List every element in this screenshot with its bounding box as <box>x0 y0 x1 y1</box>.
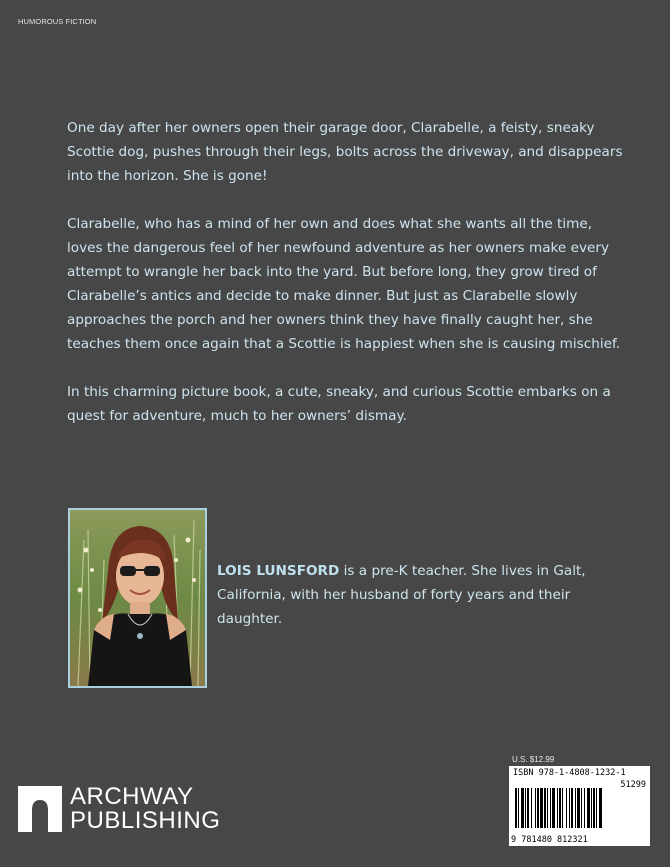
publisher-line-1: ARCHWAY <box>70 783 194 810</box>
isbn-text: ISBN 978-1-4808-1232-1 <box>513 768 626 778</box>
author-bio-text: is a pre-K teacher. She lives in Galt, California, with her husband of forty years and their daughter. <box>217 563 586 627</box>
blurb-paragraph-3: In this charming picture book, a cute, sneaky, and curious Scottie embarks on a quest for adventure, much to her owners’ dismay. <box>67 384 611 424</box>
blurb-paragraph-2: Clarabelle, who has a mind of her own and does what she wants all the time, loves the dangerous feel of her newfound adventure as her owners make every attempt to wrangle her back into the yard. But before long, they grow tired of Clarabelle’s antics and decide to make dinner. But just as Clarabelle slowly approaches the porch and her owners think they have finally caught her, she teaches them once again that a Scottie is happiest when she is causing mischief. <box>67 216 621 352</box>
isbn-barcode <box>509 766 650 846</box>
publisher-line-2: PUBLISHING <box>70 807 221 834</box>
publisher-name <box>70 785 220 833</box>
price-code: 51299 <box>620 780 646 790</box>
author-portrait-image <box>70 510 205 686</box>
author-name: LOIS LUNSFORD <box>217 563 340 579</box>
barcode-bars <box>515 780 645 836</box>
publisher-logo <box>18 784 220 834</box>
author-bio <box>217 559 627 631</box>
blurb-paragraph-1: One day after her owners open their garage door, Clarabelle, a feisty, sneaky Scottie dog, pushes through their legs, bolts across the driveway, and disappears into the horizon. She is gone! <box>67 120 623 184</box>
price-label: U.S. $12.99 <box>512 755 555 764</box>
archway-arch-icon <box>18 786 62 832</box>
genre-label: HUMOROUS FICTION <box>18 17 97 26</box>
back-cover-blurb <box>67 116 627 452</box>
author-photo <box>68 508 207 688</box>
barcode-number: 9 781480 812321 <box>511 835 588 845</box>
